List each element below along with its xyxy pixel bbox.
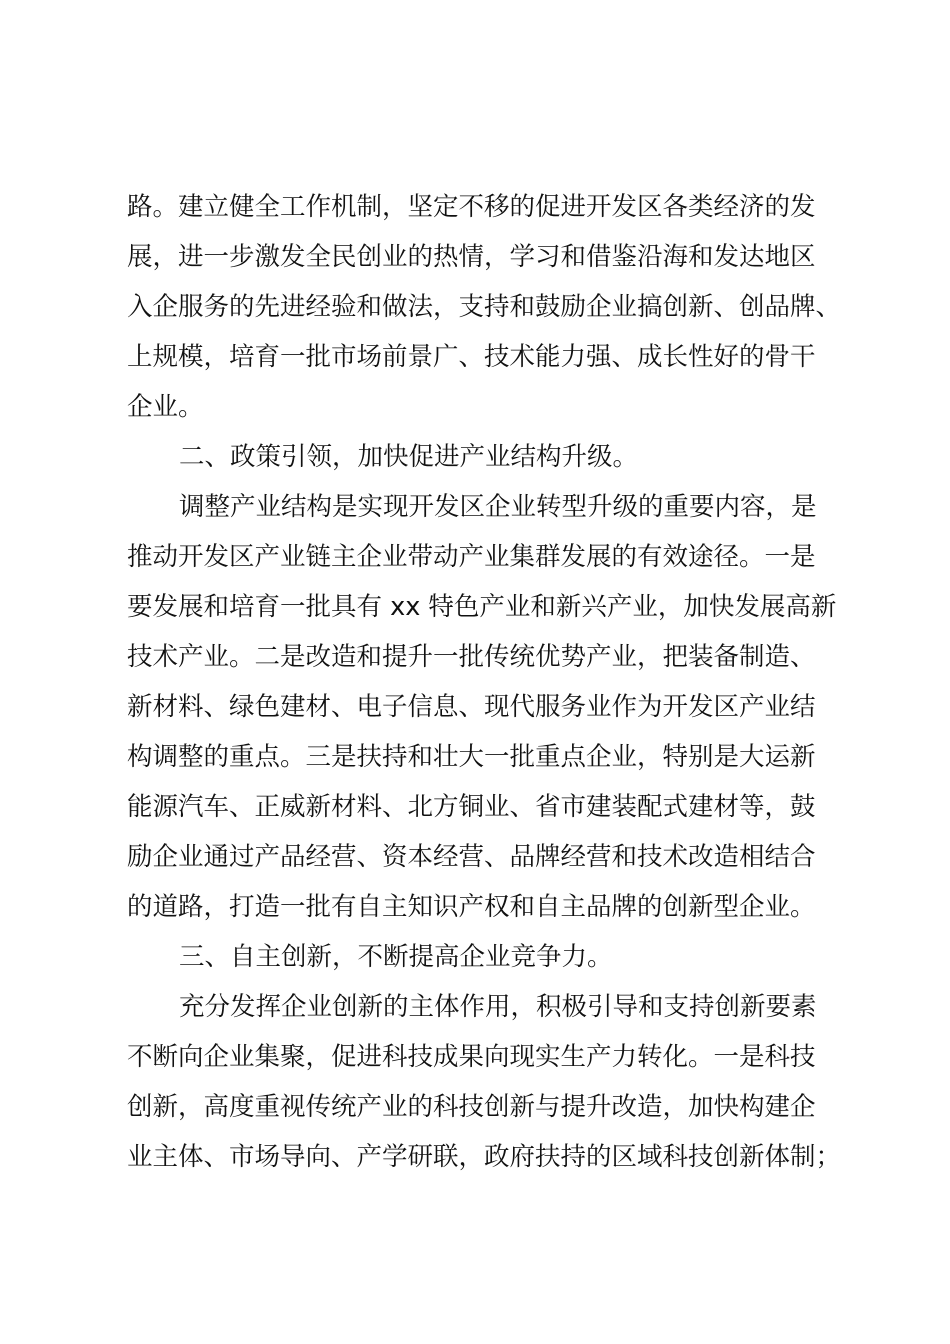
text-line: 构调整的重点。三是扶持和壮大一批重点企业，特别是大运新 [127,742,816,772]
indented-paragraph [127,482,857,932]
indented-paragraph [127,932,857,982]
text-line: 二、政策引领，加快促进产业结构升级。 [179,442,639,472]
text-line: 励企业通过产品经营、资本经营、品牌经营和技术改造相结合 [127,842,816,872]
document-body [127,182,857,1182]
text-line: 入企服务的先进经验和做法，支持和鼓励企业搞创新、创品牌、 [127,292,842,322]
text-line: 要发展和培育一批具有 xx 特色产业和新兴产业，加快发展高新 [127,592,837,622]
text-line: 展，进一步激发全民创业的热情，学习和借鉴沿海和发达地区 [127,242,816,272]
text-line: 创新，高度重视传统产业的科技创新与提升改造，加快构建企 [127,1092,816,1122]
text-line: 能源汽车、正威新材料、北方铜业、省市建装配式建材等，鼓 [127,792,816,822]
text-line: 上规模，培育一批市场前景广、技术能力强、成长性好的骨干 [127,342,816,372]
text-line: 不断向企业集聚，促进科技成果向现实生产力转化。一是科技 [127,1042,816,1072]
text-line: 三、自主创新，不断提高企业竞争力。 [179,942,613,972]
indented-paragraph [127,982,857,1182]
text-line: 技术产业。二是改造和提升一批传统优势产业，把装备制造、 [127,642,816,672]
text-line: 的道路，打造一批有自主知识产权和自主品牌的创新型企业。 [127,892,816,922]
text-line: 充分发挥企业创新的主体作用，积极引导和支持创新要素 [179,992,817,1022]
text-line: 推动开发区产业链主企业带动产业集群发展的有效途径。一是 [127,542,816,572]
text-line: 调整产业结构是实现开发区企业转型升级的重要内容，是 [179,492,817,522]
text-line: 业主体、市场导向、产学研联，政府扶持的区域科技创新体制； [127,1142,842,1172]
indented-paragraph [127,432,857,482]
text-line: 路。建立健全工作机制，坚定不移的促进开发区各类经济的发 [127,192,816,222]
text-line: 企业。 [127,392,204,422]
text-line: 新材料、绿色建材、电子信息、现代服务业作为开发区产业结 [127,692,816,722]
paragraph [127,182,857,432]
